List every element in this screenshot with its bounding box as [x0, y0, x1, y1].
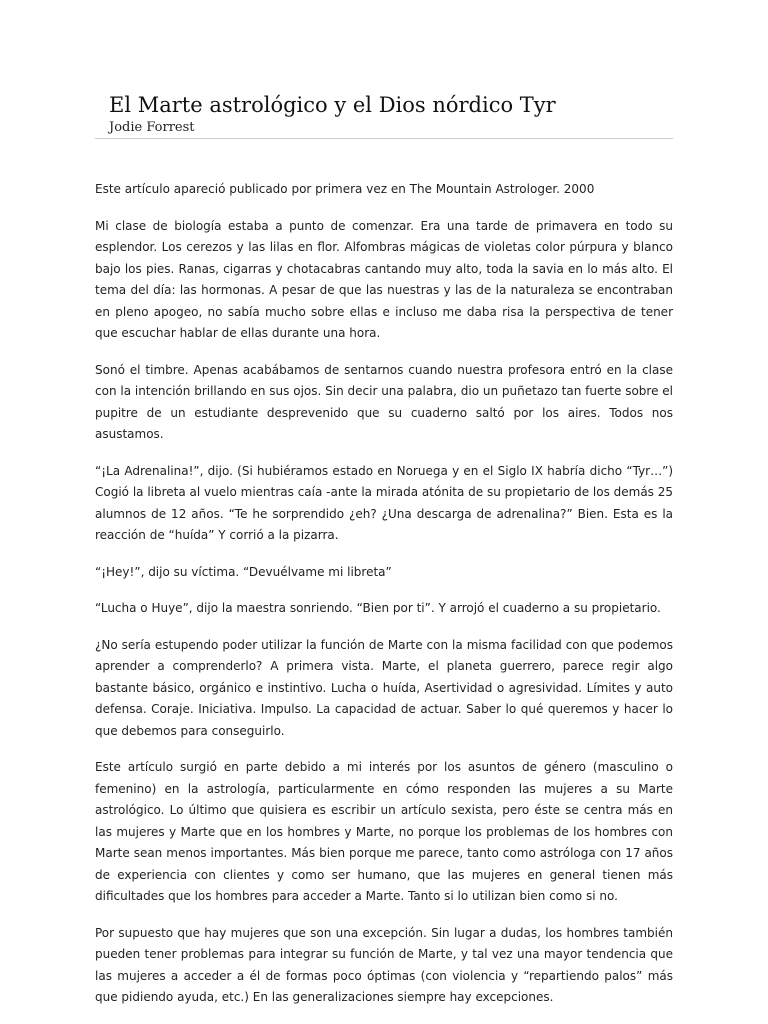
paragraph: Sonó el timbre. Apenas acabábamos de sentarnos cuando nuestra profesora entró en la clase con la intención brillando en sus ojos. Sin decir una palabra, dio un puñetazo tan fuerte sobre el pupitre de un estudiante desprevenido que su cuaderno saltó por los aires. Todos nos asustamos.: [95, 362, 673, 441]
document-author: Jodie Forrest: [109, 120, 195, 135]
document-body: [95, 179, 673, 1009]
paragraph: “Lucha o Huye”, dijo la maestra sonriendo. “Bien por ti”. Y arrojó el cuaderno a su propietario.: [95, 601, 661, 615]
title-divider: [95, 138, 673, 139]
document-title: El Marte astrológico y el Dios nórdico Tyr: [109, 93, 556, 117]
paragraph-intro: Este artículo apareció publicado por primera vez en The Mountain Astrologer. 2000: [95, 182, 595, 196]
paragraph: Mi clase de biología estaba a punto de comenzar. Era una tarde de primavera en todo su esplendor. Los cerezos y las lilas en flor. Alfombras mágicas de violetas color púrpura y blanco bajo los pies. Ranas, cigarras y chotacabras cantando muy alto, toda la savia en lo más alto. El tema del día: las hormonas. A pesar de que las nuestras y las de la naturaleza se encontraban en pleno apogeo, no sabía mucho sobre ellas e incluso me daba risa la perspectiva de tener que escuchar hablar de ellas durante una hora.: [95, 218, 673, 340]
paragraph: ¿No sería estupendo poder utilizar la función de Marte con la misma facilidad con que podemos aprender a comprenderlo? A primera vista. Marte, el planeta guerrero, parece regir algo bastante básico, orgánico e instintivo. Lucha o huída, Asertividad o agresividad. Límites y auto defensa. Coraje. Iniciativa. Impulso. La capacidad de actuar. Saber lo qué queremos y hacer lo que debemos para conseguirlo.: [95, 637, 673, 738]
paragraph: Por supuesto que hay mujeres que son una excepción. Sin lugar a dudas, los hombres también pueden tener problemas para integrar su función de Marte, y tal vez una mayor tendencia que las mujeres a acceder a él de formas poco óptimas (con violencia y “repartiendo palos” más que pidiendo ayuda, etc.) En las generalizaciones siempre hay excepciones.: [95, 925, 673, 1004]
paragraph: “¡La Adrenalina!”, dijo. (Si hubiéramos estado en Noruega y en el Siglo IX habría dicho “Tyr…”) Cogió la libreta al vuelo mientras caía -ante la mirada atónita de su propietario de los demás 25 alumnos de 12 años. “Te he sorprendido ¿eh? ¿Una descarga de adrenalina?” Bien. Esta es la reacción de “huída” Y corrió a la pizarra.: [95, 463, 674, 542]
document-page: [95, 90, 673, 1024]
paragraph: Este artículo surgió en parte debido a mi interés por los asuntos de género (masculino o femenino) en la astrología, particularmente en cómo responden las mujeres a su Marte astrológico. Lo último que quisiera es escribir un artículo sexista, pero éste se centra más en las mujeres y Marte que en los hombres y Marte, no porque los problemas de los hombres con Marte sean menos importantes. Más bien porque me parece, tanto como astróloga con 17 años de experiencia con clientes y como ser humano, que las mujeres en general tienen más dificultades que los hombres para acceder a Marte. Tanto si lo utilizan bien como si no.: [95, 760, 673, 903]
paragraph: “¡Hey!”, dijo su víctima. “Devuélvame mi libreta”: [95, 564, 392, 579]
